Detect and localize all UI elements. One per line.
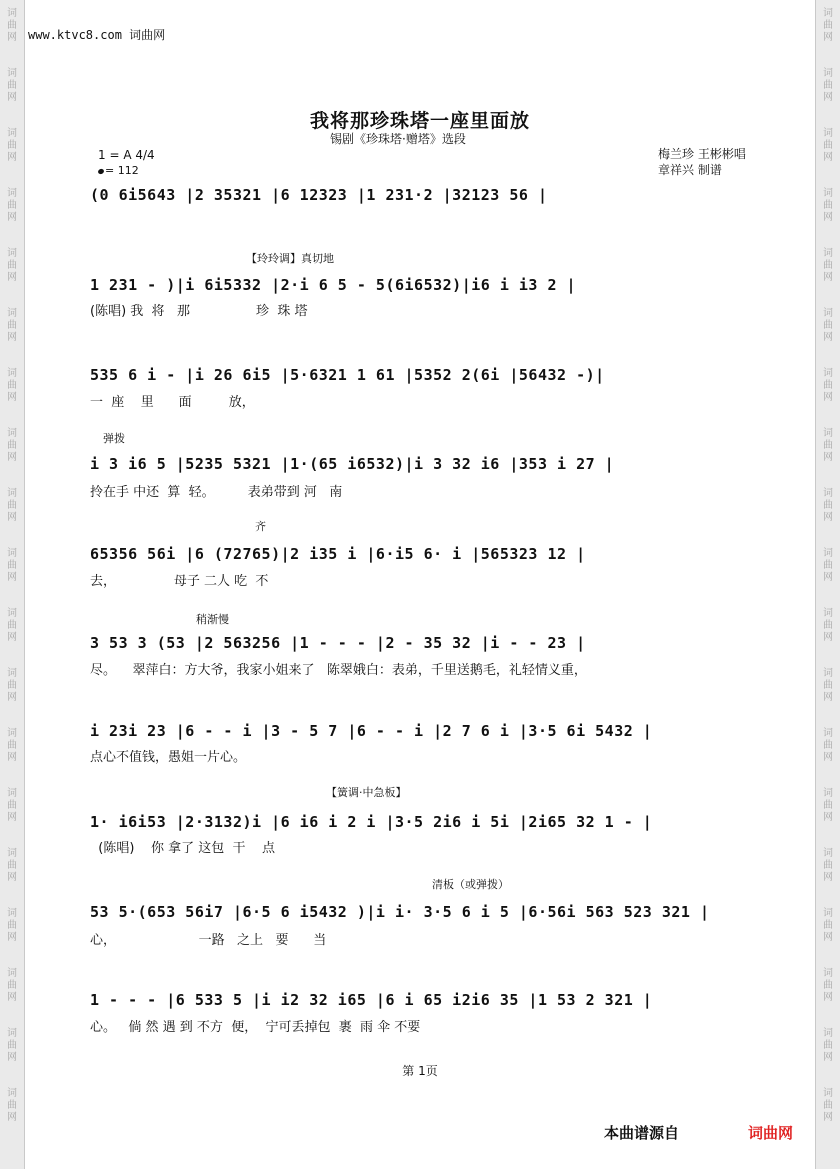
watermark-glyph: 词 曲 网 bbox=[7, 8, 17, 43]
watermark-glyph: 词 曲 网 bbox=[823, 368, 833, 403]
watermark-glyph: 词 曲 网 bbox=[7, 68, 17, 103]
watermark-glyph: 词 曲 网 bbox=[7, 668, 17, 703]
song-title: 我将那珍珠塔一座里面放 bbox=[309, 110, 530, 132]
watermark-glyph: 词 曲 网 bbox=[823, 68, 833, 103]
lyric-line-4: 拎在手 中还 算 轻。 表弟带到 河 南 bbox=[90, 485, 343, 500]
watermark-glyph: 词 曲 网 bbox=[823, 248, 833, 283]
watermark-glyph: 词 曲 网 bbox=[823, 1028, 833, 1063]
watermark-glyph: 词 曲 网 bbox=[7, 248, 17, 283]
page-number: 第 1页 bbox=[402, 1064, 438, 1078]
brand-logo[interactable]: 词曲网 bbox=[748, 1124, 794, 1142]
lyric-line-3: 一 座 里 面 放， bbox=[90, 395, 255, 410]
annotation-tanbo: 弹拨 bbox=[103, 432, 125, 445]
watermark-glyph: 词 曲 网 bbox=[823, 848, 833, 883]
watermark-glyph: 词 曲 网 bbox=[7, 428, 17, 463]
tempo-value: = 112 bbox=[105, 164, 139, 177]
annotation-huangdiao: 【簧调·中急板】 bbox=[326, 786, 407, 799]
watermark-glyph: 词 曲 网 bbox=[7, 368, 17, 403]
annotation-linglingdiao: 【玲玲调】真切地 bbox=[246, 252, 334, 265]
annotation-shaojianman: 稍渐慢 bbox=[196, 613, 229, 626]
lyric-line-5: 去， 母子 二人 吃 不 bbox=[90, 574, 269, 589]
watermark-glyph: 词 曲 网 bbox=[7, 548, 17, 583]
tempo-marking bbox=[98, 164, 139, 177]
lyric-line-7: 点心不值钱，愚姐一片心。 bbox=[90, 750, 247, 765]
music-line-9: 53 5·(653 56i7 |6·5 6 i5432 )|i i· 3·5 6 i 5 |6·56i 563 523 321 | bbox=[90, 903, 710, 921]
music-line-1: (0 6i5643 |2 35321 |6 12323 |1 231·2 |32123 56 | bbox=[90, 186, 548, 204]
watermark-glyph: 词 曲 网 bbox=[823, 608, 833, 643]
lyric-line-9: 心， 一路 之上 要 当 bbox=[90, 933, 327, 948]
watermark-glyph: 词 曲 网 bbox=[7, 608, 17, 643]
arranger: 章祥兴 制谱 bbox=[658, 163, 722, 177]
credits bbox=[658, 146, 746, 178]
lyric-line-8: (陈唱) 你 拿了 这包 干 点 bbox=[90, 841, 275, 856]
watermark-glyph: 词 曲 网 bbox=[823, 188, 833, 223]
watermark-glyph: 词 曲 网 bbox=[7, 488, 17, 523]
watermark-glyph: 词 曲 网 bbox=[823, 788, 833, 823]
watermark-glyph: 词 曲 网 bbox=[823, 488, 833, 523]
watermark-glyph: 词 曲 网 bbox=[7, 848, 17, 883]
site-url[interactable]: www.ktvc8.com 词曲网 bbox=[28, 28, 166, 42]
watermark-glyph: 词 曲 网 bbox=[823, 428, 833, 463]
music-line-3: 535 6 i - |i 26 6i5 |5·6321 1 61 |5352 2(6i |56432 -)| bbox=[90, 366, 605, 384]
music-line-10: 1 - - - |6 533 5 |i i2 32 i65 |6 i 65 i2i6 35 |1 53 2 321 | bbox=[90, 991, 653, 1009]
watermark-glyph: 词 曲 网 bbox=[7, 188, 17, 223]
music-line-7: i 23i 23 |6 - - i |3 - 5 7 |6 - - i |2 7 6 i |3·5 6i 5432 | bbox=[90, 722, 653, 740]
key-signature: 1 = A 4/4 bbox=[98, 148, 155, 162]
lyric-line-6: 尽。 翠萍白：方大爷，我家小姐来了 陈翠娥白：表弟，千里送鹅毛，礼轻情义重， bbox=[90, 663, 587, 678]
watermark-glyph: 词 曲 网 bbox=[823, 728, 833, 763]
music-line-5: 65356 56i |6 (72765)|2 i35 i |6·i5 6· i |565323 12 | bbox=[90, 545, 586, 563]
annotation-qingban: 清板（或弹拨） bbox=[432, 878, 509, 891]
watermark-glyph: 词 曲 网 bbox=[823, 908, 833, 943]
music-line-6: 3 53 3 (53 |2 563256 |1 - - - |2 - 35 32 |i - - 23 | bbox=[90, 634, 586, 652]
watermark-glyph: 词 曲 网 bbox=[7, 788, 17, 823]
watermark-glyph: 词 曲 网 bbox=[7, 1028, 17, 1063]
song-subtitle: 锡剧《珍珠塔·赠塔》选段 bbox=[330, 132, 466, 146]
watermark-glyph: 词 曲 网 bbox=[7, 1088, 17, 1123]
music-line-8: 1· i6i53 |2·3132)i |6 i6 i 2 i |3·5 2i6 i 5i |2i65 32 1 - | bbox=[90, 813, 653, 831]
lyric-line-10: 心。 倘 然 遇 到 不方 便， 宁可丢掉包 裹 雨 伞 不要 bbox=[90, 1020, 421, 1035]
annotation-qi: 齐 bbox=[255, 520, 266, 533]
music-line-4: i 3 i6 5 |5235 5321 |1·(65 i6532)|i 3 32 i6 |353 i 27 | bbox=[90, 455, 615, 473]
watermark-glyph: 词 曲 网 bbox=[823, 968, 833, 1003]
quarter-note-icon bbox=[97, 168, 104, 175]
lyric-line-2: (陈唱) 我 将 那 珍 珠 塔 bbox=[90, 304, 308, 319]
watermark-glyph: 词 曲 网 bbox=[7, 968, 17, 1003]
music-line-2: 1 231 - )|i 6i5332 |2·i 6 5 - 5(6i6532)|i6 i i3 2 | bbox=[90, 276, 577, 294]
watermark-glyph: 词 曲 网 bbox=[823, 308, 833, 343]
watermark-glyph: 词 曲 网 bbox=[823, 8, 833, 43]
watermark-glyph: 词 曲 网 bbox=[7, 908, 17, 943]
watermark-glyph: 词 曲 网 bbox=[7, 728, 17, 763]
watermark-glyph: 词 曲 网 bbox=[823, 128, 833, 163]
source-label: 本曲谱源自 bbox=[604, 1124, 680, 1142]
watermark-glyph: 词 曲 网 bbox=[7, 128, 17, 163]
watermark-glyph: 词 曲 网 bbox=[823, 548, 833, 583]
singers: 梅兰珍 王彬彬唱 bbox=[658, 147, 746, 161]
watermark-glyph: 词 曲 网 bbox=[823, 1088, 833, 1123]
watermark-glyph: 词 曲 网 bbox=[823, 668, 833, 703]
watermark-glyph: 词 曲 网 bbox=[7, 308, 17, 343]
